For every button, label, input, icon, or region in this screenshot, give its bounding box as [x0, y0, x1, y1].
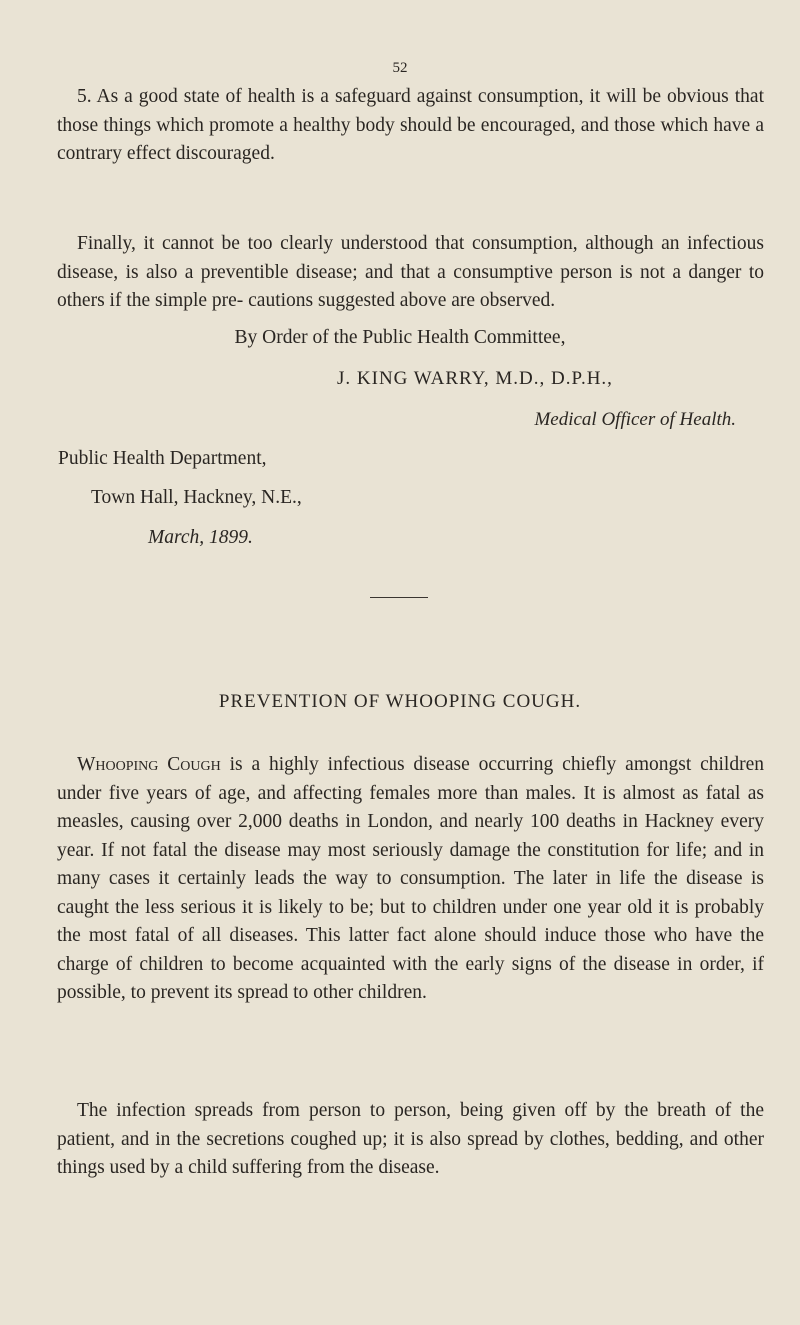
- paragraph-infection-spread: The infection spreads from person to person, being given off by the breath of the patient, and in the secretions coughed up; it is also spread by clothes, bedding, and other things used by a child suffering from the disease.: [57, 1100, 764, 1178]
- lead-term: Whooping Cough: [77, 754, 221, 775]
- signer-title: Medical Officer of Health.: [534, 409, 736, 430]
- paragraph-finally: Finally, it cannot be too clearly understood that consumption, although an infectious disease, is also a preventible disease; and that a consumptive person is not a danger to others if the simple pre- cautions suggested above are observed.: [57, 233, 764, 311]
- paragraph-health-safeguard: 5. As a good state of health is a safeguard against consumption, it will be obvious that those things which promote a healthy body should be encouraged, and those which have a contrary effect discouraged.: [57, 86, 764, 164]
- section-divider: [370, 597, 428, 598]
- address-date: March, 1899.: [148, 527, 253, 548]
- paragraph-whooping-cough: [57, 751, 764, 1008]
- order-line: By Order of the Public Health Committee,: [234, 327, 566, 348]
- section-heading: PREVENTION OF WHOOPING COUGH.: [218, 691, 582, 712]
- page-number: 52: [392, 60, 408, 76]
- address-department: Public Health Department,: [58, 448, 267, 469]
- paragraph-body: is a highly infectious disease occurring chiefly amongst children under five years of age, and affecting females more than males. It is almost as fatal as measles, causing over 2,000 deaths in London, and nearly 100 deaths in Hackney every year. If not fatal the disease may most seriously damage the constitution for life; and in many cases it certainly leads the way to consumption. The later in life the disease is caught the less serious it is likely to be; but to children under one year old it is probably the most fatal of all diseases. This latter fact alone should induce those who have the charge of children to become acquainted with the early signs of the disease in order, if possible, to prevent its spread to other children.: [57, 754, 764, 1003]
- signer-name: J. KING WARRY, M.D., D.P.H.,: [337, 368, 613, 389]
- address-town-hall: Town Hall, Hackney, N.E.,: [91, 487, 302, 508]
